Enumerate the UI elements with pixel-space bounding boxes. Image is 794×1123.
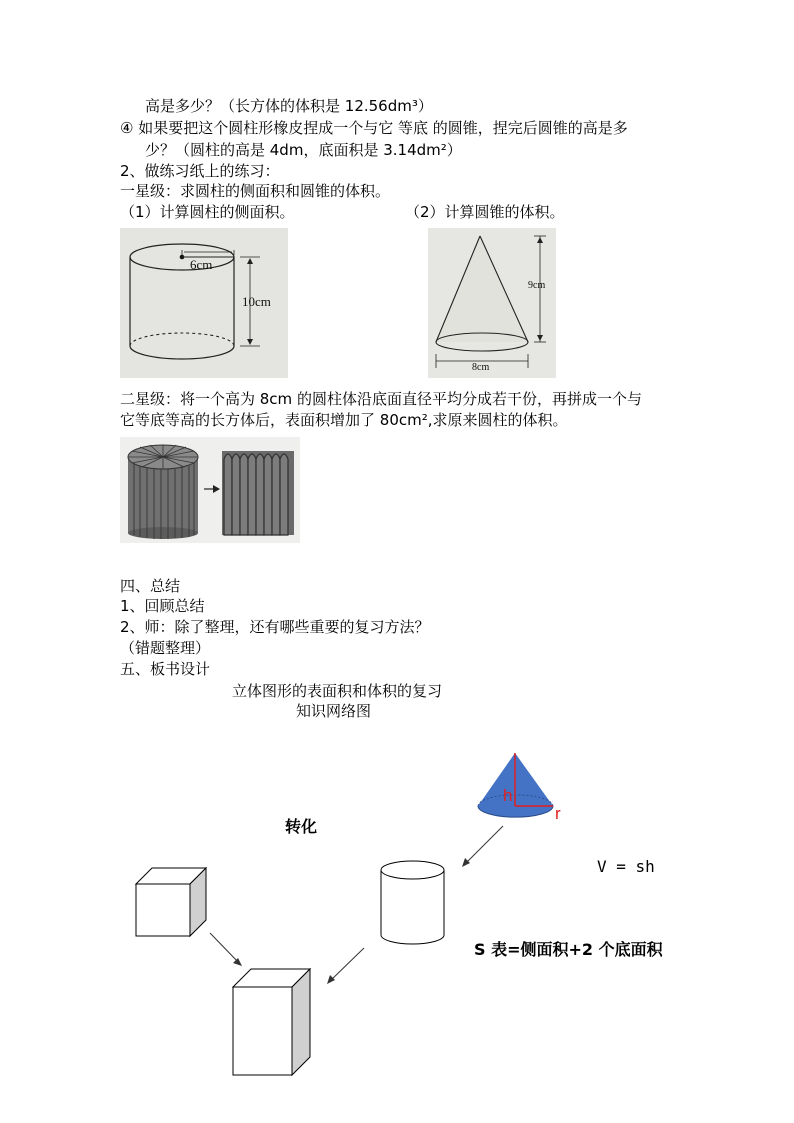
surface-formula: S 表=侧面积+2 个底面积 <box>474 940 663 959</box>
cone-r-label: r <box>555 804 561 823</box>
cone-figure <box>428 228 556 378</box>
section4-item2: 2、师：除了整理，还有哪些重要的复习方法？ <box>120 618 430 636</box>
section5-heading: 五、板书设计 <box>120 660 211 678</box>
cube-icon <box>136 868 206 936</box>
star1-part2: （2）计算圆锥的体积。 <box>405 203 565 221</box>
exercise-heading: 2、做练习纸上的练习： <box>120 162 280 180</box>
arrow-cylinder-to-cuboid <box>329 948 364 982</box>
board-subtitle: 知识网络图 <box>296 702 372 720</box>
cylinder-radius-label: 6cm <box>190 257 213 272</box>
q4-line1: ④ 如果要把这个圆柱形橡皮捏成一个与它 等底 的圆锥，捏完后圆锥的高是多 <box>120 119 628 137</box>
q3-tail: 高是多少？（长方体的体积是 12.56dm³） <box>145 97 433 115</box>
sliced-cylinder-figure <box>120 437 300 543</box>
cylinder-height-label: 10cm <box>242 294 271 309</box>
section4-item3: （错题整理） <box>120 639 211 657</box>
section4-heading: 四、总结 <box>120 577 181 595</box>
board-title: 立体图形的表面积和体积的复习 <box>232 682 443 700</box>
star1-heading: 一星级：求圆柱的侧面积和圆锥的体积。 <box>120 182 391 200</box>
knowledge-network-diagram <box>0 723 794 1123</box>
star1-part1: （1）计算圆柱的侧面积。 <box>120 203 295 221</box>
cone-h-label: h <box>503 786 513 805</box>
q4-line2: 少？（圆柱的高是 4dm，底面积是 3.14dm²） <box>145 141 462 159</box>
section4-item1: 1、回顾总结 <box>120 597 205 615</box>
cuboid-icon <box>233 969 310 1075</box>
cone-diameter-label: 8cm <box>472 362 490 373</box>
volume-formula: V = sh <box>597 857 655 876</box>
star2-line1: 二星级：将一个高为 8cm 的圆柱体沿底面直径平均分成若干份，再拼成一个与 <box>120 390 642 408</box>
cylinder-icon <box>381 861 444 944</box>
arrow-cone-to-cylinder <box>464 826 503 865</box>
cylinder-figure <box>120 228 288 378</box>
arrow-cube-to-cuboid <box>210 933 240 964</box>
blue-cone-icon <box>478 753 561 823</box>
star2-line2: 它等底等高的长方体后，表面积增加了 80cm²,求原来圆柱的体积。 <box>120 411 568 429</box>
transform-label: 转化 <box>285 817 318 836</box>
cone-height-label: 9cm <box>528 280 546 291</box>
